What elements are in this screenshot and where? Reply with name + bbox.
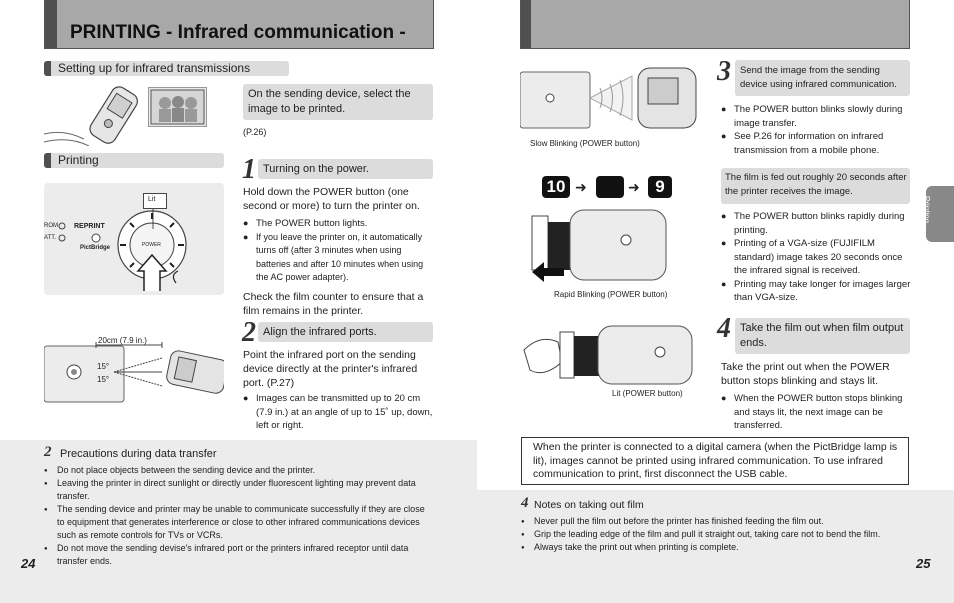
list-item: ● When the POWER button stops blinking and stays lit, the next image can be transferred. xyxy=(721,392,911,433)
lit-label: Lit xyxy=(148,196,156,203)
list-item: ● If you leave the printer on, it automatically turns off (after 3 minutes when using batteries and after 10 minutes when using the AC power adapter). xyxy=(243,231,435,285)
list-item: ● Do not place objects between the sending device and the printer. xyxy=(44,464,434,477)
precautions-icon: 2 xyxy=(44,444,52,460)
power-label: POWER xyxy=(142,242,161,248)
printing-heading: Printing xyxy=(44,153,224,168)
arrow-icon: ➜ xyxy=(628,179,640,195)
page-number-left: 24 xyxy=(21,556,36,571)
step-2-title-box: Align the infrared ports. xyxy=(258,322,433,342)
page-title: PRINTING - Infrared communication - xyxy=(70,22,406,43)
slow-blinking-illustration xyxy=(520,62,700,134)
notes-list xyxy=(521,515,913,554)
list-item: ● Do not move the sending devise's infrared port or the printers infrared receptor until data transfer ends. xyxy=(44,542,434,568)
step-2-number: 2 xyxy=(242,317,256,348)
step-1-after: Check the film counter to ensure that a film remains in the printer. xyxy=(243,291,424,317)
step-4-title-box: Take the film out when film output ends. xyxy=(735,318,910,354)
precautions-list xyxy=(44,464,434,568)
list-item: ● Printing may take longer for images larger than VGA-size. xyxy=(721,278,911,305)
counter-from: 10 xyxy=(542,176,570,198)
right-header-bar xyxy=(520,0,910,49)
notes-icon: 4 xyxy=(521,495,529,511)
counter-to: 9 xyxy=(648,176,672,198)
pictbridge-label: PictBridge xyxy=(80,245,111,251)
step-3-bullets xyxy=(721,103,911,157)
step-4-bullets xyxy=(721,392,911,433)
photo-thumbnail xyxy=(148,87,207,127)
list-item: ● Printing of a VGA-size (FUJIFILM standard) image takes 20 seconds once the infrared signal is received. xyxy=(721,237,911,278)
step-1-bullets xyxy=(243,217,435,285)
page-number-right: 25 xyxy=(916,556,931,571)
step-2-bullets xyxy=(243,392,433,433)
notes-title: Notes on taking out film xyxy=(534,499,644,511)
list-item: ● The POWER button lights. xyxy=(243,217,435,231)
rapid-blinking-illustration xyxy=(530,206,670,286)
step-4-text: Take the print out when the POWER button stops blinking and stays lit. xyxy=(721,361,890,387)
list-item: ● The POWER button blinks slowly during image transfer. xyxy=(721,103,911,130)
step-1-number: 1 xyxy=(242,154,256,185)
caption-rapid: Rapid Blinking (POWER button) xyxy=(554,290,668,299)
precautions-title: Precautions during data transfer xyxy=(60,448,217,460)
film-counter-display xyxy=(542,176,672,200)
distance-label: 20cm (7.9 in.) xyxy=(98,336,147,345)
caption-lit: Lit (POWER button) xyxy=(612,389,683,398)
reprint-label: REPRINT xyxy=(74,223,105,230)
take-out-illustration xyxy=(520,322,695,388)
print-bullets xyxy=(721,210,911,305)
setup-instruction-box: On the sending device, select the image to be printed. xyxy=(243,84,433,120)
list-item: ● The POWER button blinks rapidly during printing. xyxy=(721,210,911,237)
list-item: ● The sending device and printer may be unable to communicate successfully if they are close to equipment that generates interference or close to other infrared communications devices such as remote controls for TVs or VCRs. xyxy=(44,503,434,542)
printer-power-illustration xyxy=(44,183,224,295)
rom-label: ROM xyxy=(44,223,58,229)
counter-blank xyxy=(596,176,624,198)
caption-slow: Slow Blinking (POWER button) xyxy=(530,139,640,148)
step-3-number: 3 xyxy=(717,56,731,87)
angle-down-label: 15° xyxy=(97,375,110,384)
step-1-text: Hold down the POWER button (one second or more) to turn the printer on. xyxy=(243,186,420,212)
list-item: ● Leaving the printer in direct sunlight or directly under fluorescent lighting may prevent data transfer. xyxy=(44,477,434,503)
setup-heading: Setting up for infrared transmissions xyxy=(44,61,289,76)
angle-up-label: 15° xyxy=(97,362,110,371)
alignment-illustration xyxy=(44,334,224,412)
step-1-title-box: Turning on the power. xyxy=(258,159,433,179)
warning-box: When the printer is connected to a digital camera (when the PictBridge lamp is lit), images cannot be printed using infrared communication. To use infrared communication to print, first disconnect the USB cable. xyxy=(521,437,909,485)
list-item: ● Grip the leading edge of the film and pull it straight out, taking care not to bend the film. xyxy=(521,528,913,541)
feed-note-box: The film is fed out roughly 20 seconds after the printer receives the image. xyxy=(721,168,910,204)
att-label: ATT. xyxy=(44,235,56,241)
step-3-title-box: Send the image from the sending device using infrared communication. xyxy=(735,60,910,96)
side-tab-label: Printing xyxy=(922,196,931,224)
arrow-icon: ➜ xyxy=(575,179,587,195)
list-item: ● See P.26 for information on infrared transmission from a mobile phone. xyxy=(721,130,911,157)
list-item: ● Never pull the film out before the printer has finished feeding the film out. xyxy=(521,515,913,528)
page-ref: (P.26) xyxy=(243,127,267,137)
step-2-text: Point the infrared port on the sending device directly at the printer's infrared port. (P.27) xyxy=(243,349,418,389)
step-4-number: 4 xyxy=(717,313,731,344)
list-item: ● Images can be transmitted up to 20 cm (7.9 in.) at an angle of up to 15˚ up, down, left or right. xyxy=(243,392,433,433)
phone-illustration xyxy=(44,84,144,146)
list-item: ● Always take the print out when printing is complete. xyxy=(521,541,913,554)
